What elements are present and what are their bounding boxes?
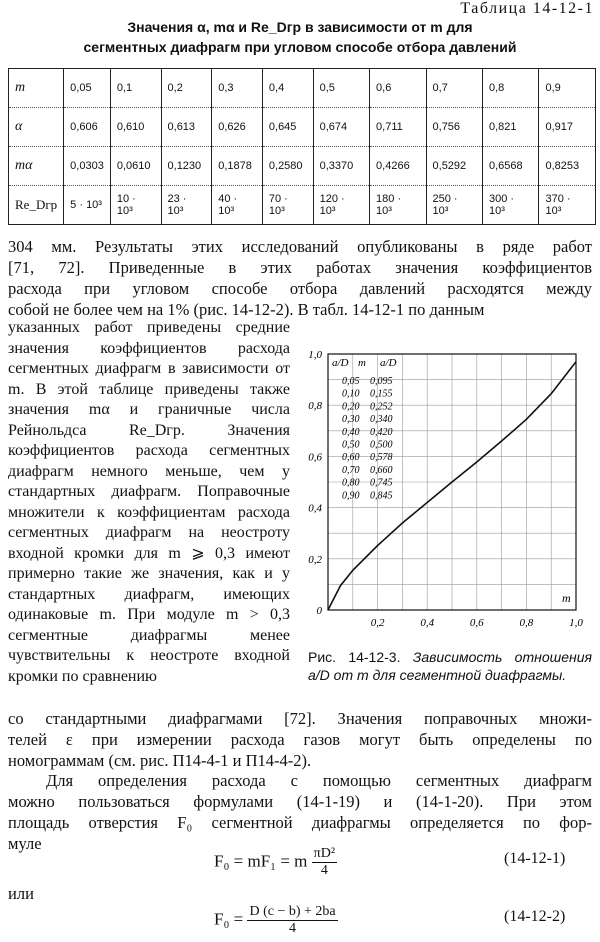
table-cell: 0,1 xyxy=(110,69,161,108)
inner-table-cell: 0,660 xyxy=(370,464,393,476)
inner-table-cell: 0,420 xyxy=(370,426,393,438)
x-axis-label: m xyxy=(562,591,571,605)
table-cell: 0,1878 xyxy=(212,147,263,186)
x-tick-label: 0,2 xyxy=(370,617,385,629)
formula-2 xyxy=(214,904,338,937)
table-cell: 5 · 10³ xyxy=(64,186,111,225)
inner-table-cell: 0,095 xyxy=(370,376,393,387)
formula-1-left: F₀ = mF₁ = m xyxy=(214,851,308,871)
word-or: или xyxy=(8,884,34,903)
figure-caption-prefix: Рис. 14-12-3. xyxy=(308,649,401,665)
table-cell: 0,8 xyxy=(482,69,538,108)
table-caption-line2: сегментных диафрагм при угловом способе отбора давлений xyxy=(83,39,517,55)
table-cell: 0,756 xyxy=(426,108,482,147)
table-cell: 0,7 xyxy=(426,69,482,108)
formula-1 xyxy=(214,846,337,879)
row-header: Re_Dгр xyxy=(9,186,64,225)
inner-table-cell: 0,40 xyxy=(342,426,360,438)
inner-table-header-aD2: a/D xyxy=(380,357,397,369)
table-row xyxy=(9,108,596,147)
inner-table-cell: 0,340 xyxy=(370,414,393,426)
text-line: 304 мм. Результаты этих исследований опубликованы в ряде работ xyxy=(8,237,592,256)
formula-2-numerator: D (c − b) + 2ba xyxy=(249,904,336,919)
table-cell: 0,2 xyxy=(161,69,212,108)
table-cell: 0,626 xyxy=(212,108,263,147)
table-cell: 0,4 xyxy=(262,69,313,108)
figure-caption xyxy=(308,648,592,684)
inner-table-header-aD: m xyxy=(358,357,366,369)
inner-table-cell: 0,500 xyxy=(370,439,393,451)
table-cell: 0,2580 xyxy=(262,147,313,186)
data-table xyxy=(8,68,596,225)
formula-2-denominator: 4 xyxy=(289,921,297,936)
table-row xyxy=(9,186,596,225)
table-row xyxy=(9,147,596,186)
table-cell: 370 · 10³ xyxy=(539,186,596,225)
table-cell: 0,711 xyxy=(370,108,426,147)
table-cell: 10 · 10³ xyxy=(110,186,161,225)
inner-table-cell: 0,70 xyxy=(342,464,360,476)
inner-table-cell: 0,20 xyxy=(342,401,360,413)
table-cell: 0,6568 xyxy=(482,147,538,186)
figure-caption-text: Зависимость отношения a/D от m для сегментной диафрагмы. xyxy=(308,649,593,683)
inner-table-cell: 0,578 xyxy=(370,452,393,464)
table-row xyxy=(9,69,596,108)
text-line: номограммам (см. рис. П14-4-1 и П14-4-2). xyxy=(8,751,312,770)
y-tick-label: 0,8 xyxy=(308,400,322,413)
row-header: α xyxy=(9,108,64,147)
row-header: m xyxy=(9,69,64,108)
y-tick-label: 0 xyxy=(316,605,322,617)
text-line: расхода при угловом способе отбора давлений расходятся между xyxy=(8,279,592,298)
table-cell: 250 · 10³ xyxy=(426,186,482,225)
table-cell: 0,0303 xyxy=(64,147,111,186)
text-line: собой не более чем на 1% (рис. 14-12-2). В табл. 14-12-1 по данным xyxy=(8,300,485,319)
formula-2-left: F₀ = xyxy=(214,909,244,929)
text-line: телей ε при измерении расхода газов могут быть определены по xyxy=(8,730,592,749)
table-cell: 0,6 xyxy=(370,69,426,108)
formula-1-number: (14-12-1) xyxy=(504,850,566,867)
table-cell: 0,821 xyxy=(482,108,538,147)
table-cell: 180 · 10³ xyxy=(370,186,426,225)
y-tick-label: 1,0 xyxy=(308,349,322,361)
formula-1-denominator: 4 xyxy=(320,863,328,878)
table-cell: 40 · 10³ xyxy=(212,186,263,225)
text-line: можно пользоваться формулами (14-1-19) и (14-1-20). При этом xyxy=(8,792,592,811)
table-cell: 0,05 xyxy=(64,69,111,108)
table-cell: 0,613 xyxy=(161,108,212,147)
table-cell: 0,917 xyxy=(539,108,596,147)
text-line: со стандартными диафрагмами [72]. Значения поправочных множи- xyxy=(8,709,592,728)
inner-table-cell: 0,10 xyxy=(342,388,360,400)
inner-table-cell: 0,30 xyxy=(342,414,360,426)
inner-table-cell: 0,05 xyxy=(342,376,360,387)
table-cell: 0,3370 xyxy=(313,147,369,186)
row-header: mα xyxy=(9,147,64,186)
table-cell: 300 · 10³ xyxy=(482,186,538,225)
x-tick-label: 0,8 xyxy=(519,617,534,629)
text-line: площадь отверстия F₀ сегментной диафрагмы определяется по фор- xyxy=(8,813,592,832)
table-cell: 0,5292 xyxy=(426,147,482,186)
inner-table-cell: 0,155 xyxy=(370,388,393,400)
inner-table-cell: 0,252 xyxy=(370,401,393,413)
table-number: Таблица 14-12-1 xyxy=(460,0,594,17)
table-cell: 0,1230 xyxy=(161,147,212,186)
text-line: муле xyxy=(8,834,42,853)
table-cell: 23 · 10³ xyxy=(161,186,212,225)
table-cell: 0,8253 xyxy=(539,147,596,186)
table-cell: 0,645 xyxy=(262,108,313,147)
x-tick-label: 0,4 xyxy=(420,617,435,629)
y-tick-label: 0,2 xyxy=(308,553,322,566)
inner-table-header-m: a/D xyxy=(332,357,349,369)
formula-2-number: (14-12-2) xyxy=(504,908,566,925)
figure-chart xyxy=(296,340,596,640)
y-tick-label: 0,4 xyxy=(308,502,322,515)
table-cell: 0,5 xyxy=(313,69,369,108)
text-line: Для определения расхода с помощью сегментных диафрагм xyxy=(46,771,592,790)
table-cell: 0,610 xyxy=(110,108,161,147)
table-cell: 0,4266 xyxy=(370,147,426,186)
y-tick-label: 0,6 xyxy=(308,451,322,464)
table-cell: 0,3 xyxy=(212,69,263,108)
table-cell: 0,9 xyxy=(539,69,596,108)
inner-table-cell: 0,60 xyxy=(342,452,360,464)
inner-table-cell: 0,90 xyxy=(342,490,360,502)
table-cell: 0,0610 xyxy=(110,147,161,186)
inner-table-cell: 0,745 xyxy=(370,477,393,489)
inner-table-cell: 0,50 xyxy=(342,439,360,451)
x-tick-label: 0,6 xyxy=(469,617,484,629)
table-cell: 120 · 10³ xyxy=(313,186,369,225)
table-cell: 0,674 xyxy=(313,108,369,147)
paragraph-narrow: указанных работ приведены средние значения коэффициентов расхода сегментных диафрагм в зависимости от m. В этой таблице приведены также значения mα и граничные числа Рейнольдса Re_Dгр. Значения коэффициентов расхода сегментных диафрагм немного меньше, чем у стандартных диафрагм. Поправочные множители к коэффициентам расхода сегментных диафрагм на неостроту входной кромки для m ⩾ 0,3 имеют примерно такие же значения, как и у стандартных диафрагм, имеющих одинаковые m. При модуле m > 0,3 сегментные диафрагмы менее чувствительны к неостроте входной кромки по сравнению xyxy=(8,319,290,685)
table-cell: 70 · 10³ xyxy=(262,186,313,225)
table-cell: 0,606 xyxy=(64,108,111,147)
inner-table-cell: 0,845 xyxy=(370,490,393,502)
x-tick-label: 1,0 xyxy=(569,617,583,629)
table-caption-line1: Значения α, mα и Re_Dгр в зависимости от m для xyxy=(127,19,473,35)
formula-1-numerator: πD² xyxy=(313,846,336,861)
text-line: [71, 72]. Приведенные в этих работах значения коэффициентов xyxy=(8,258,592,277)
inner-table-cell: 0,80 xyxy=(342,477,360,489)
